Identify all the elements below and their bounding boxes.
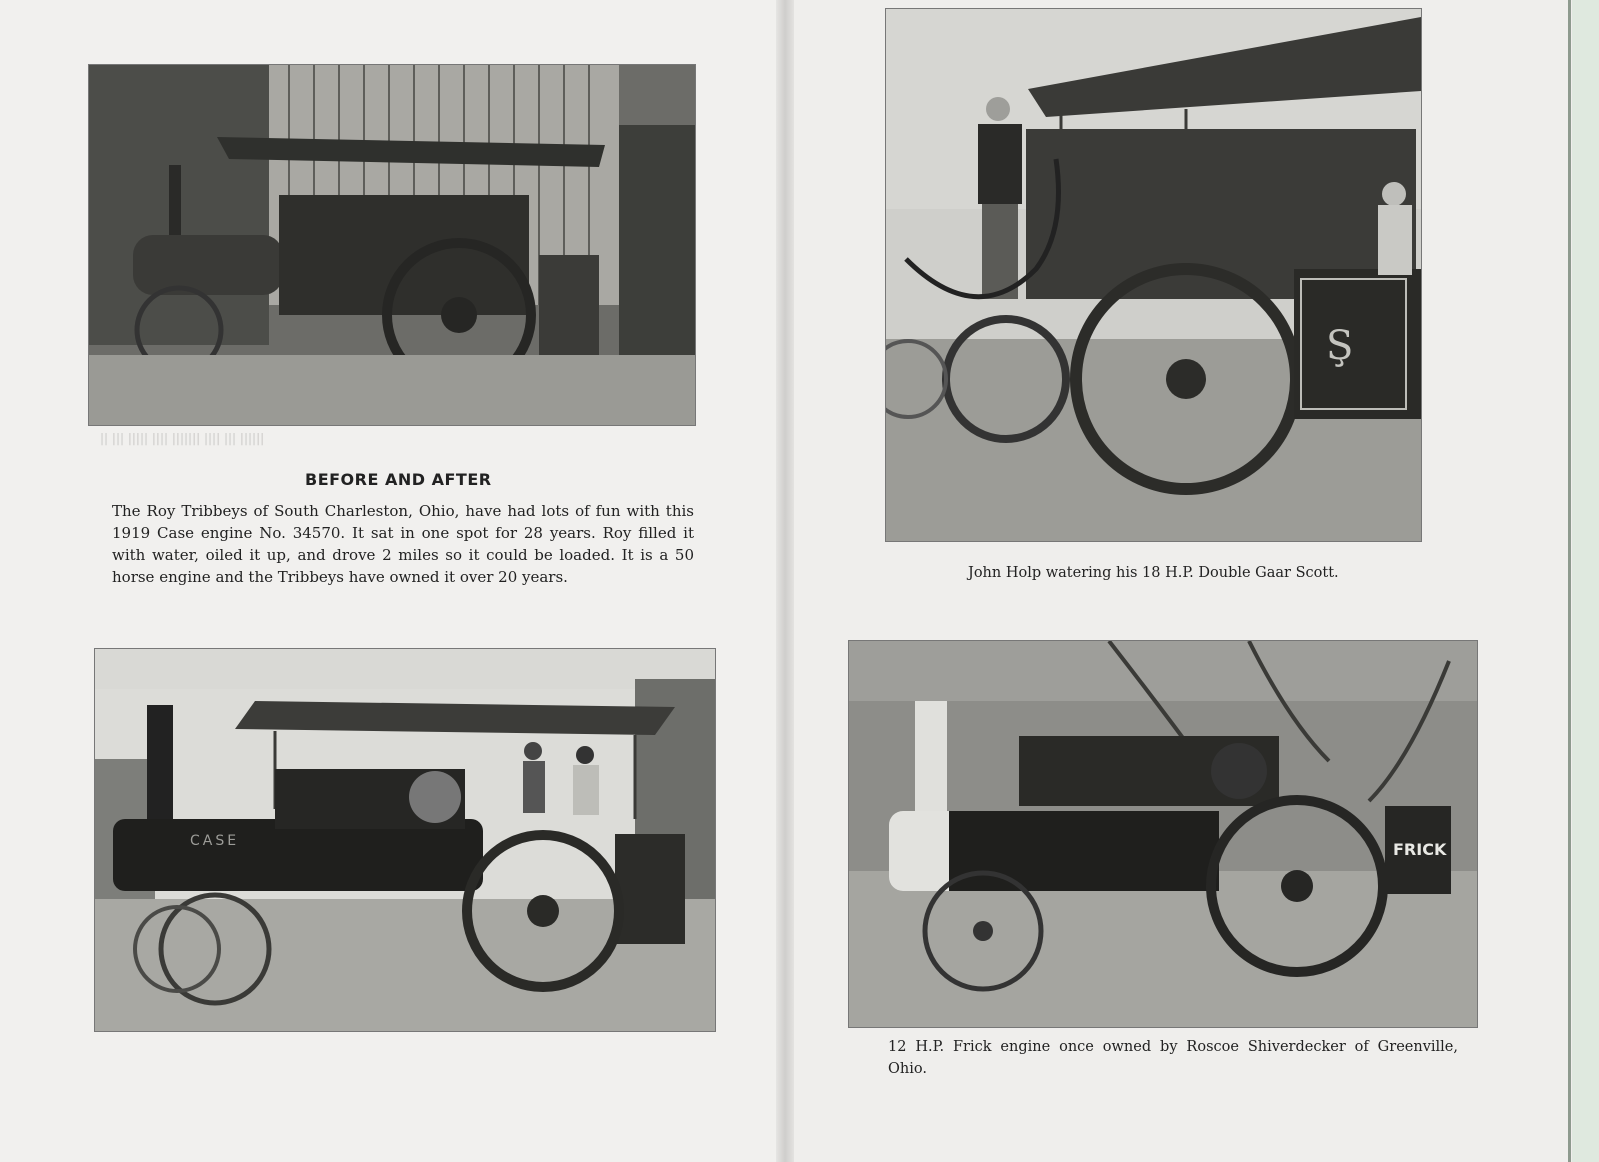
body-paragraph: The Roy Tribbeys of South Charleston, Ohio, have had lots of fun with this 1919 Case engine No. 34570. It sat in one spot for 28 years. Roy filled it with water, oiled it up, and drove 2 miles so it could be loaded. It is a 50 horse engine and the Tribbeys have owned it over 20 years. — [112, 502, 694, 586]
section-heading: BEFORE AND AFTER — [305, 470, 492, 489]
show-through-text: || ||| ||||| |||| ||||||| |||| ||| |||||| — [100, 431, 265, 445]
caption-gaar-scott: John Holp watering his 18 H.P. Double Gaar Scott. — [968, 565, 1339, 581]
photo-after-case-engine — [94, 648, 716, 1032]
page-edge — [1568, 0, 1571, 1162]
book-gutter — [776, 0, 794, 1162]
caption-frick-engine: 12 H.P. Frick engine once owned by Roscoe Shiverdecker of Greenville, Ohio. — [888, 1039, 1458, 1077]
case-lettering: CASE — [190, 833, 240, 849]
frick-lettering: FRICK — [1393, 840, 1447, 859]
photo-frick-engine — [848, 640, 1478, 1028]
photo-gaar-scott — [885, 8, 1422, 542]
photo-before-engine — [88, 64, 696, 426]
gaar-scott-monogram: Ş — [1326, 323, 1354, 369]
cover-edge — [1572, 0, 1599, 1162]
